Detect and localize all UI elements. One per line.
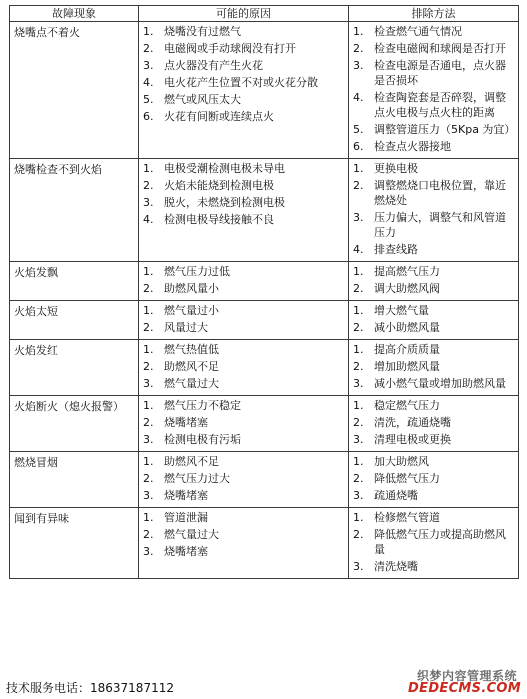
table-header-row [10, 6, 519, 22]
cause-text: 燃气量过小 [164, 304, 219, 317]
list-item [143, 359, 344, 374]
solution-text: 增大燃气量 [374, 304, 429, 317]
list-number: 1. [143, 343, 154, 356]
fault-cell: 闻到有异味 [10, 508, 139, 579]
solution-list [353, 24, 514, 154]
list-item [143, 376, 344, 391]
solution-cell [349, 22, 519, 159]
table-row [10, 396, 519, 452]
table-row [10, 262, 519, 301]
list-item [353, 210, 514, 240]
list-item [353, 432, 514, 447]
solution-list [353, 342, 514, 391]
watermark-cn-text: 织梦内容管理系统 [416, 669, 517, 683]
list-number: 2. [143, 282, 154, 295]
list-item [353, 376, 514, 391]
list-number: 4. [353, 91, 364, 104]
list-item [353, 303, 514, 318]
list-item [353, 454, 514, 469]
solution-text: 检查电磁阀和球阀是否打开 [374, 42, 506, 55]
cause-text: 火花有间断或连续点火 [164, 110, 274, 123]
watermark-logo [349, 667, 525, 696]
solution-text: 更换电极 [374, 162, 418, 175]
header-fault: 故障现象 [10, 6, 139, 22]
fault-cell: 烧嘴检查不到火焰 [10, 159, 139, 262]
cause-list [143, 24, 344, 124]
cause-list [143, 303, 344, 335]
cause-text: 脱火，未燃烧到检测电极 [164, 196, 285, 209]
cause-cell [139, 262, 349, 301]
list-item [143, 510, 344, 525]
list-item [143, 178, 344, 193]
list-number: 1. [143, 511, 154, 524]
list-item [143, 92, 344, 107]
list-number: 3. [353, 59, 364, 72]
solution-text: 检查陶瓷套是否碎裂，调整点火电极与点火柱的距离 [374, 91, 506, 119]
solution-text: 检修燃气管道 [374, 511, 440, 524]
list-number: 5. [353, 123, 364, 136]
solution-text: 检查燃气通气情况 [374, 25, 462, 38]
solution-text: 检查电源是否通电，点火器是否损坏 [374, 59, 506, 87]
cause-text: 电极受潮检测电极未导电 [164, 162, 285, 175]
solution-text: 加大助燃风 [374, 455, 429, 468]
list-number: 2. [143, 472, 154, 485]
cause-cell [139, 452, 349, 508]
solution-text: 提高燃气压力 [374, 265, 440, 278]
list-number: 1. [353, 511, 364, 524]
list-item [143, 471, 344, 486]
list-number: 1. [353, 265, 364, 278]
cause-cell [139, 340, 349, 396]
list-item [353, 488, 514, 503]
cause-text: 风量过大 [164, 321, 208, 334]
solution-text: 调大助燃风阀 [374, 282, 440, 295]
list-number: 3. [143, 433, 154, 446]
cause-text: 燃气量过大 [164, 528, 219, 541]
list-item [353, 559, 514, 574]
cause-text: 电磁阀或手动球阀没有打开 [164, 42, 296, 55]
list-item [353, 264, 514, 279]
list-item [143, 342, 344, 357]
cause-cell [139, 159, 349, 262]
cause-text: 火焰未能烧到检测电极 [164, 179, 274, 192]
table-row [10, 452, 519, 508]
list-item [143, 320, 344, 335]
list-item [353, 161, 514, 176]
list-number: 4. [143, 213, 154, 226]
list-number: 1. [353, 343, 364, 356]
list-number: 1. [353, 25, 364, 38]
solution-cell [349, 340, 519, 396]
solution-text: 稳定燃气压力 [374, 399, 440, 412]
solution-list [353, 398, 514, 447]
cause-list [143, 161, 344, 227]
list-item [143, 281, 344, 296]
list-item [143, 527, 344, 542]
solution-text: 清洗烧嘴 [374, 560, 418, 573]
troubleshooting-table [9, 5, 519, 579]
list-item [353, 527, 514, 557]
list-item [143, 488, 344, 503]
solution-cell [349, 159, 519, 262]
list-number: 1. [353, 455, 364, 468]
solution-text: 检查点火器接地 [374, 140, 451, 153]
list-item [353, 398, 514, 413]
cause-list [143, 510, 344, 559]
solution-text: 提高介质质量 [374, 343, 440, 356]
fault-cell: 燃烧冒烟 [10, 452, 139, 508]
cause-text: 烧嘴没有过燃气 [164, 25, 241, 38]
cause-text: 烧嘴堵塞 [164, 489, 208, 502]
list-item [353, 342, 514, 357]
solution-text: 降低燃气压力或提高助燃风量 [374, 528, 506, 556]
cause-text: 电火花产生位置不对或火花分散 [164, 76, 318, 89]
list-number: 2. [353, 360, 364, 373]
cause-text: 燃气热值低 [164, 343, 219, 356]
solution-text: 疏通烧嘴 [374, 489, 418, 502]
list-item [353, 281, 514, 296]
table-row [10, 340, 519, 396]
table-row [10, 508, 519, 579]
cause-text: 燃气压力不稳定 [164, 399, 241, 412]
list-item [143, 415, 344, 430]
cause-text: 助燃风不足 [164, 455, 219, 468]
list-number: 2. [143, 179, 154, 192]
list-number: 3. [143, 489, 154, 502]
solution-text: 调整燃烧口电极位置，靠近燃烧处 [374, 179, 506, 207]
solution-list [353, 454, 514, 503]
fault-cell: 火焰发飘 [10, 262, 139, 301]
cause-text: 管道泄漏 [164, 511, 208, 524]
solution-cell [349, 452, 519, 508]
header-solutions: 排除方法 [349, 6, 519, 22]
cause-text: 烧嘴堵塞 [164, 545, 208, 558]
solution-text: 增加助燃风量 [374, 360, 440, 373]
service-phone: 技术服务电话：18637187112 [6, 681, 174, 695]
list-item [353, 122, 514, 137]
list-number: 1. [143, 162, 154, 175]
fault-cell: 火焰太短 [10, 301, 139, 340]
list-number: 1. [143, 304, 154, 317]
solution-text: 排查线路 [374, 243, 418, 256]
solution-text: 减小燃气量或增加助燃风量 [374, 377, 506, 390]
list-number: 1. [353, 304, 364, 317]
table-row [10, 22, 519, 159]
list-item [143, 58, 344, 73]
cause-text: 燃气压力过低 [164, 265, 230, 278]
list-number: 1. [353, 399, 364, 412]
list-number: 3. [353, 560, 364, 573]
cause-list [143, 398, 344, 447]
list-number: 2. [143, 528, 154, 541]
list-item [353, 58, 514, 88]
list-number: 3. [353, 377, 364, 390]
solution-list [353, 510, 514, 574]
list-number: 3. [353, 489, 364, 502]
cause-text: 烧嘴堵塞 [164, 416, 208, 429]
cause-text: 助燃风不足 [164, 360, 219, 373]
list-item [143, 264, 344, 279]
list-item [143, 212, 344, 227]
list-number: 2. [143, 42, 154, 55]
list-number: 2. [353, 528, 364, 541]
cause-cell [139, 301, 349, 340]
list-item [143, 432, 344, 447]
table-body [10, 22, 519, 579]
cause-cell [139, 396, 349, 452]
solution-list [353, 161, 514, 257]
list-number: 2. [143, 321, 154, 334]
list-number: 1. [353, 162, 364, 175]
solution-cell [349, 508, 519, 579]
cause-text: 点火器没有产生火花 [164, 59, 263, 72]
list-number: 3. [353, 433, 364, 446]
list-item [143, 75, 344, 90]
list-item [353, 471, 514, 486]
list-item [353, 178, 514, 208]
list-number: 2. [353, 416, 364, 429]
solution-text: 压力偏大，调整气和风管道压力 [374, 211, 506, 239]
cause-list [143, 342, 344, 391]
list-number: 5. [143, 93, 154, 106]
list-number: 3. [353, 211, 364, 224]
list-number: 6. [143, 110, 154, 123]
list-item [353, 24, 514, 39]
list-item [143, 454, 344, 469]
cause-text: 检测电极导线接触不良 [164, 213, 274, 226]
list-number: 2. [353, 321, 364, 334]
cause-cell [139, 22, 349, 159]
solution-cell [349, 301, 519, 340]
list-item [353, 139, 514, 154]
solution-text: 调整管道压力（5Kpa 为宜） [374, 123, 516, 136]
list-number: 3. [143, 59, 154, 72]
list-item [353, 510, 514, 525]
solution-cell [349, 396, 519, 452]
table-row [10, 159, 519, 262]
list-number: 1. [143, 25, 154, 38]
list-number: 2. [353, 282, 364, 295]
solution-text: 降低燃气压力 [374, 472, 440, 485]
fault-cell: 火焰发红 [10, 340, 139, 396]
solution-text: 清理电极或更换 [374, 433, 451, 446]
solution-list [353, 264, 514, 296]
list-number: 1. [143, 455, 154, 468]
solution-text: 减小助燃风量 [374, 321, 440, 334]
list-number: 3. [143, 377, 154, 390]
list-number: 2. [143, 416, 154, 429]
solution-list [353, 303, 514, 335]
cause-text: 燃气或风压太大 [164, 93, 241, 106]
list-item [143, 195, 344, 210]
list-item [353, 242, 514, 257]
fault-cell: 火焰断火（熄火报警） [10, 396, 139, 452]
cause-text: 助燃风量小 [164, 282, 219, 295]
cause-text: 燃气量过大 [164, 377, 219, 390]
list-number: 1. [143, 399, 154, 412]
list-item [353, 359, 514, 374]
list-number: 2. [353, 42, 364, 55]
list-item [353, 320, 514, 335]
list-number: 3. [143, 545, 154, 558]
list-item [143, 161, 344, 176]
list-item [353, 415, 514, 430]
cause-list [143, 264, 344, 296]
list-item [143, 398, 344, 413]
list-number: 3. [143, 196, 154, 209]
table-row [10, 301, 519, 340]
cause-cell [139, 508, 349, 579]
watermark-en-text: DEDECMS.COM [408, 681, 521, 696]
list-number: 4. [353, 243, 364, 256]
list-item [143, 24, 344, 39]
list-number: 4. [143, 76, 154, 89]
header-causes: 可能的原因 [139, 6, 349, 22]
list-item [143, 303, 344, 318]
solution-cell [349, 262, 519, 301]
list-item [143, 41, 344, 56]
list-number: 2. [143, 360, 154, 373]
list-item [143, 544, 344, 559]
list-number: 6. [353, 140, 364, 153]
list-number: 2. [353, 472, 364, 485]
solution-text: 清洗，疏通烧嘴 [374, 416, 451, 429]
list-number: 2. [353, 179, 364, 192]
cause-text: 燃气压力过大 [164, 472, 230, 485]
cause-text: 检测电极有污垢 [164, 433, 241, 446]
cause-list [143, 454, 344, 503]
list-item [353, 41, 514, 56]
list-item [353, 90, 514, 120]
fault-cell: 烧嘴点不着火 [10, 22, 139, 159]
list-item [143, 109, 344, 124]
list-number: 1. [143, 265, 154, 278]
